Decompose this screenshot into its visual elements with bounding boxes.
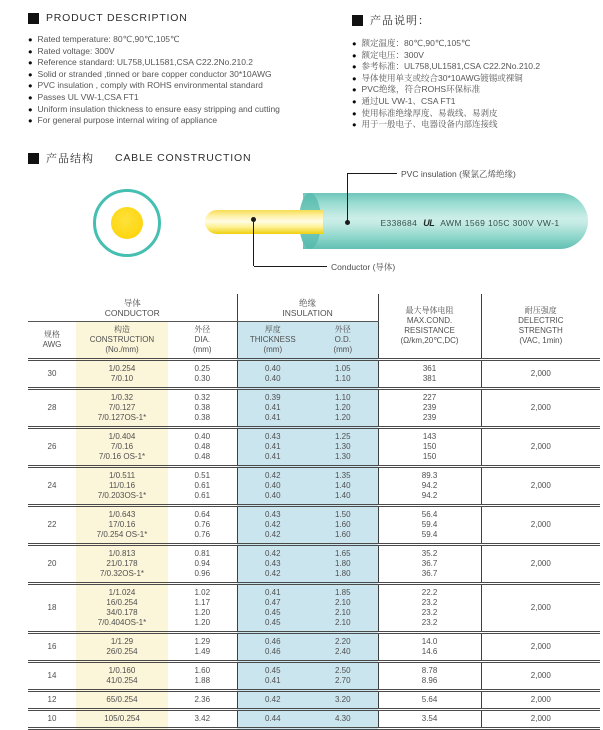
bullet-item	[28, 69, 324, 81]
thickness-cell: 0.42 0.40 0.40	[237, 467, 308, 506]
awg-cell: 22	[28, 506, 76, 545]
dielectric-cell: 2,000	[481, 633, 600, 662]
thickness-cell: 0.42	[237, 691, 308, 710]
table-row	[28, 428, 600, 467]
construction-cell: 1/0.404 7/0.16 7/0.16 OS-1*	[76, 428, 168, 467]
awg-cell: 16	[28, 633, 76, 662]
leader-line	[253, 222, 254, 266]
od-cell: 3.20	[308, 691, 378, 710]
bullet-icon: ●	[28, 46, 33, 56]
insulation-group-header: 绝缘 INSULATION	[237, 294, 378, 322]
bullet-icon: ●	[352, 120, 357, 130]
bullet-icon: ●	[28, 104, 33, 114]
table-row	[28, 506, 600, 545]
bullet-icon: ●	[352, 73, 357, 83]
bullet-item	[28, 115, 324, 127]
bullet-text: 通过UL VW-1、CSA FT1	[361, 95, 456, 106]
thickness-cell: 0.45 0.41	[237, 662, 308, 691]
bullet-text: Reference standard: UL758,UL1581,CSA C22.2No.210.2	[37, 57, 254, 68]
dia-cell: 0.32 0.38 0.38	[168, 389, 237, 428]
od-cell: 1.50 1.60 1.60	[308, 506, 378, 545]
bullet-text: Solid or stranded ,tinned or bare copper conductor 30*10AWG	[37, 68, 272, 79]
thickness-cell: 0.39 0.41 0.41	[237, 389, 308, 428]
table-row	[28, 710, 600, 729]
bullet-item	[352, 73, 603, 85]
bullet-text: Rated temperature: 80℃,90℃,105℃	[37, 34, 180, 44]
bullet-item	[352, 38, 603, 50]
bullet-text: For general purpose internal wiring of appliance	[37, 115, 218, 126]
construction-cell: 65/0.254	[76, 691, 168, 710]
construction-cell: 105/0.254	[76, 710, 168, 729]
dielectric-cell: 2,000	[481, 691, 600, 710]
dielectric-cell: 2,000	[530, 369, 551, 378]
thickness-cell: 0.41 0.47 0.45 0.45	[237, 584, 308, 633]
table-row	[28, 545, 600, 584]
awg-cell: 30	[47, 369, 57, 378]
bullet-icon: ●	[352, 50, 357, 60]
dielectric-cell: 2,000	[481, 584, 600, 633]
table-row	[28, 389, 600, 428]
cert-number: E338684	[380, 218, 418, 228]
thickness-column-header: 厚度 THICKNESS (mm)	[237, 322, 308, 360]
construction-column-header: 构造 CONSTRUCTION (No./mm)	[76, 322, 168, 360]
bullet-item	[28, 57, 324, 69]
bullet-item	[352, 119, 603, 131]
spec-table	[28, 294, 600, 730]
leader-line	[254, 266, 327, 267]
bullet-text: Uniform insulation thickness to ensure easy stripping and cutting	[37, 103, 280, 114]
dia-cell: 0.25 0.30	[168, 360, 237, 389]
bullet-icon: ●	[352, 62, 357, 72]
dia-cell: 0.40 0.48 0.48	[168, 428, 237, 467]
dielectric-cell: 2,000	[481, 428, 600, 467]
od-cell: 1.05 1.10	[308, 360, 378, 389]
dia-cell: 1.60 1.88	[168, 662, 237, 691]
thickness-cell: 0.46 0.46	[237, 633, 308, 662]
resistance-cell: 35.2 36.7 36.7	[378, 545, 481, 584]
resistance-cell: 89.3 94.2 94.2	[378, 467, 481, 506]
resistance-cell: 22.2 23.2 23.2 23.2	[378, 584, 481, 633]
dia-cell: 0.81 0.94 0.96	[168, 545, 237, 584]
dielectric-cell: 2,000	[481, 545, 600, 584]
dielectric-cell: 2,000	[481, 506, 600, 545]
dielectric-cell: 2,000	[481, 710, 600, 729]
bullet-item	[352, 96, 603, 108]
od-cell: 1.25 1.30 1.30	[308, 428, 378, 467]
construction-title-cn: 产品结构	[46, 153, 94, 165]
dielectric-column-header: 耐压强度 DELECTRIC STRENGTH (VAC, 1min)	[481, 294, 600, 360]
dia-cell: 1.29 1.49	[168, 633, 237, 662]
resistance-cell: 227 239 239	[378, 389, 481, 428]
section-marker-icon	[352, 15, 363, 26]
table-row	[28, 360, 600, 389]
bullet-text: PVC insulation , comply with ROHS environmental standard	[37, 80, 263, 91]
bullet-icon: ●	[28, 81, 33, 91]
thickness-cell: 0.42 0.43 0.42	[237, 545, 308, 584]
dia-cell: 2.36	[168, 691, 237, 710]
leader-dot	[345, 220, 350, 225]
dielectric-cell: 2,000	[481, 389, 600, 428]
dia-cell: 3.42	[168, 710, 237, 729]
resistance-cell: 56.4 59.4 59.4	[378, 506, 481, 545]
resistance-cell: 361 381	[378, 360, 481, 389]
bullet-icon: ●	[28, 69, 33, 79]
cable-construction-section	[0, 148, 603, 294]
bullet-text: 额定温度：80℃,90℃,105℃	[361, 38, 471, 48]
bullet-icon: ●	[28, 92, 33, 102]
section-marker-icon	[28, 13, 39, 24]
pvc-insulation-label: PVC insulation (聚氯乙烯绝缘)	[401, 169, 516, 179]
awg-cell: 12	[28, 691, 76, 710]
table-row	[28, 691, 600, 710]
cross-section-conductor-core	[111, 207, 143, 239]
bullet-icon: ●	[352, 108, 357, 118]
bullet-text: Rated voltage: 300V	[37, 45, 115, 56]
conductor-rod	[205, 210, 323, 234]
cable-diagram	[0, 148, 603, 294]
awg-cell: 10	[28, 710, 76, 729]
dia-cell: 1.02 1.17 1.20 1.20	[168, 584, 237, 633]
bullet-item	[352, 108, 603, 120]
leader-line	[347, 173, 348, 222]
awg-column-header: 规格 AWG	[28, 322, 76, 360]
bullet-text: Passes UL VW-1,CSA FT1	[37, 91, 139, 102]
product-notes-cn	[324, 12, 603, 148]
bullet-icon: ●	[352, 96, 357, 106]
table-row	[28, 584, 600, 633]
resistance-cell: 5.64	[378, 691, 481, 710]
bullet-item	[352, 50, 603, 62]
construction-title-en: CABLE CONSTRUCTION	[115, 152, 252, 164]
bullet-item	[28, 80, 324, 92]
product-notes-header	[352, 12, 603, 28]
bullet-item	[28, 104, 324, 116]
thickness-cell: 0.44	[237, 710, 308, 729]
dielectric-cell: 2,000	[481, 467, 600, 506]
construction-cell: 1/1.29 26/0.254	[76, 633, 168, 662]
bullet-item	[28, 34, 324, 46]
bullet-item	[352, 61, 603, 73]
awg-cell: 24	[28, 467, 76, 506]
dia-cell: 0.64 0.76 0.76	[168, 506, 237, 545]
leader-dot	[251, 217, 256, 222]
od-cell: 2.50 2.70	[308, 662, 378, 691]
awg-cell: 28	[28, 389, 76, 428]
awg-cell: 18	[28, 584, 76, 633]
construction-cell: 1/0.511 11/0.16 7/0.203OS-1*	[76, 467, 168, 506]
spec-table-body	[28, 360, 600, 729]
bullet-text: 导体使用单支或绞合30*10AWG镀锡或裸铜	[361, 72, 523, 83]
bullet-item	[28, 92, 324, 104]
bullet-text: 使用标准绝缘厚度、易裁线、易剥皮	[361, 107, 498, 118]
product-notes-list	[352, 38, 603, 131]
spec-table-section	[28, 294, 600, 730]
construction-cell: 1/0.813 21/0.178 7/0.32OS-1*	[76, 545, 168, 584]
od-column-header: 外径 O.D. (mm)	[308, 322, 378, 360]
construction-cell: 1/0.643 17/0.16 7/0.254 OS-1*	[76, 506, 168, 545]
table-row	[28, 467, 600, 506]
description-section	[0, 12, 603, 148]
resistance-column-header: 最大导体电阻 MAX.COND. RESISTANCE (Ω/km,20℃,DC)	[378, 294, 481, 360]
product-notes-title: 产品说明：	[370, 15, 430, 27]
ul-mark-icon: UL	[423, 218, 435, 228]
bullet-icon: ●	[28, 35, 33, 44]
table-row	[28, 662, 600, 691]
dia-column-header: 外径 DIA. (mm)	[168, 322, 237, 360]
awg-cell: 20	[28, 545, 76, 584]
product-description-list	[28, 34, 324, 127]
awg-cell: 14	[28, 662, 76, 691]
resistance-cell: 8.78 8.96	[378, 662, 481, 691]
bullet-item	[352, 84, 603, 96]
bullet-icon: ●	[28, 58, 33, 68]
table-row	[28, 633, 600, 662]
od-cell: 4.30	[308, 710, 378, 729]
resistance-cell: 143 150 150	[378, 428, 481, 467]
bullet-icon: ●	[28, 116, 33, 126]
conductor-label: Conductor (导体)	[331, 262, 396, 272]
resistance-cell: 3.54	[378, 710, 481, 729]
conductor-group-header: 导体 CONDUCTOR	[28, 294, 237, 322]
construction-cell: 1/0.254 7/0.10	[76, 360, 168, 389]
thickness-cell: 0.43 0.41 0.41	[237, 428, 308, 467]
od-cell: 2.20 2.40	[308, 633, 378, 662]
bullet-icon: ●	[352, 39, 357, 48]
cable-spec-text: AWM 1569 105C 300V VW-1	[440, 218, 560, 228]
bullet-text: 用于一般电子、电器设备内部连接线	[361, 119, 498, 130]
awg-cell: 26	[28, 428, 76, 467]
product-description-title: PRODUCT DESCRIPTION	[46, 12, 188, 24]
product-description-en	[0, 12, 324, 148]
dia-cell: 0.51 0.61 0.61	[168, 467, 237, 506]
leader-line	[348, 173, 397, 174]
bullet-icon: ●	[352, 85, 357, 95]
dielectric-cell: 2,000	[481, 662, 600, 691]
resistance-cell: 14.0 14.6	[378, 633, 481, 662]
od-cell: 1.35 1.40 1.40	[308, 467, 378, 506]
bullet-item	[28, 46, 324, 58]
thickness-cell: 0.40 0.40	[237, 360, 308, 389]
construction-cell: 1/0.32 7/0.127 7/0.127OS-1*	[76, 389, 168, 428]
od-cell: 1.10 1.20 1.20	[308, 389, 378, 428]
construction-cell: 1/1.024 16/0.254 34/0.178 7/0.404OS-1*	[76, 584, 168, 633]
bullet-text: 额定电压：300V	[361, 49, 424, 60]
cable-print	[352, 218, 588, 228]
od-cell: 1.65 1.80 1.80	[308, 545, 378, 584]
bullet-text: PVC绝缘，符合ROHS环保标准	[361, 84, 481, 95]
bullet-text: 参考标准：UL758,UL1581,CSA C22.2No.210.2	[361, 61, 541, 72]
thickness-cell: 0.43 0.42 0.42	[237, 506, 308, 545]
product-description-header	[28, 12, 324, 24]
od-cell: 1.85 2.10 2.10 2.10	[308, 584, 378, 633]
construction-cell: 1/0.160 41/0.254	[76, 662, 168, 691]
